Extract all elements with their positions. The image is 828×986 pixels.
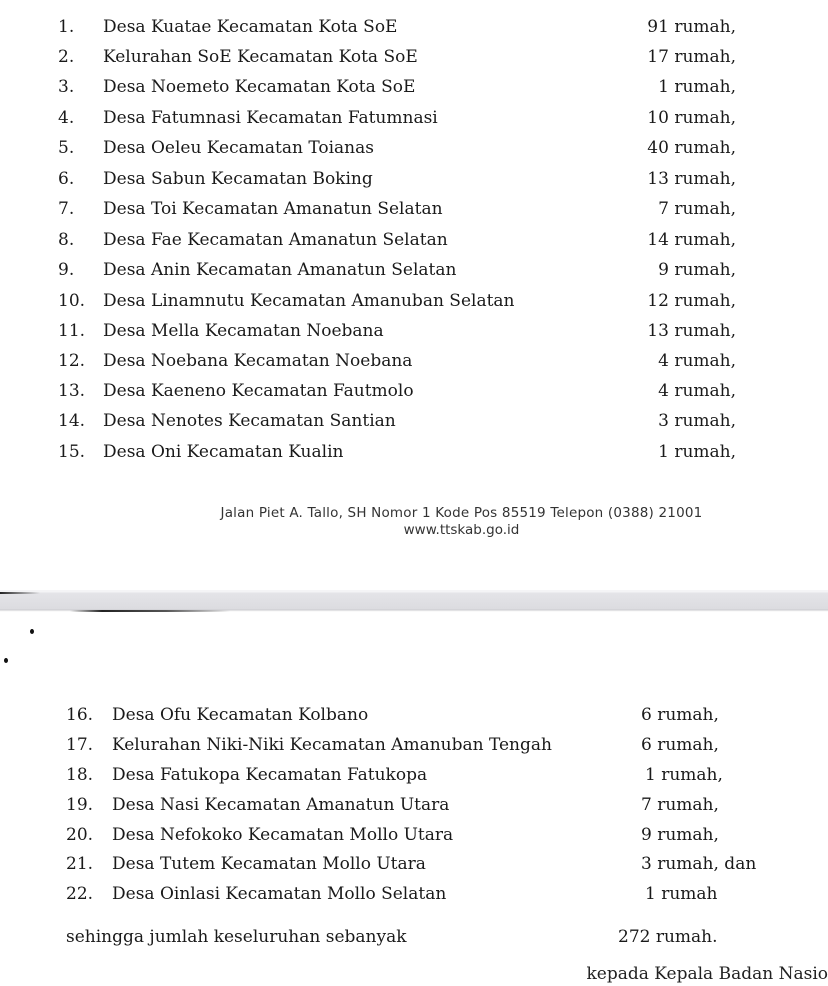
- list-item: [0, 703, 828, 727]
- house-count: 4 rumah,: [658, 351, 736, 371]
- item-number: 21.: [66, 854, 94, 874]
- village-name: Kelurahan Niki-Niki Kecamatan Amanuban Tengah: [112, 735, 552, 755]
- list-item: [0, 793, 828, 817]
- village-name: Desa Nenotes Kecamatan Santian: [103, 411, 396, 431]
- house-count: 1 rumah,: [645, 765, 723, 785]
- village-name: Desa Linamnutu Kecamatan Amanuban Selatan: [103, 291, 515, 311]
- item-number: 3.: [58, 77, 75, 97]
- house-count: 1 rumah,: [658, 442, 736, 462]
- item-number: 16.: [66, 705, 94, 725]
- village-name: Desa Fatukopa Kecamatan Fatukopa: [112, 765, 428, 785]
- list-item: [0, 440, 828, 464]
- list-item: [0, 882, 828, 906]
- village-name: Desa Fae Kecamatan Amanatun Selatan: [103, 230, 448, 250]
- village-name: Desa Oni Kecamatan Kualin: [103, 442, 344, 462]
- item-number: 6.: [58, 169, 75, 189]
- village-name: Desa Kaeneno Kecamatan Fautmolo: [103, 381, 414, 401]
- list-item: [0, 228, 828, 252]
- village-name: Desa Kuatae Kecamatan Kota SoE: [103, 17, 398, 37]
- page-separator: [0, 590, 828, 612]
- village-name: Desa Noebana Kecamatan Noebana: [103, 351, 413, 371]
- village-name: Desa Tutem Kecamatan Mollo Utara: [112, 854, 426, 874]
- village-name: Desa Ofu Kecamatan Kolbano: [112, 705, 369, 725]
- scan-speck: [4, 658, 8, 663]
- list-item: [0, 258, 828, 282]
- list-item: [0, 167, 828, 191]
- item-number: 1.: [58, 17, 75, 37]
- item-number: 22.: [66, 884, 94, 904]
- house-count: 12 rumah,: [647, 291, 736, 311]
- village-name: Desa Oinlasi Kecamatan Mollo Selatan: [112, 884, 447, 904]
- house-count: 3 rumah,: [658, 411, 736, 431]
- house-count: 6 rumah,: [641, 705, 719, 725]
- village-name: Desa Toi Kecamatan Amanatun Selatan: [103, 199, 443, 219]
- total-value: 272 rumah.: [618, 927, 718, 947]
- page-footer: [0, 505, 828, 539]
- village-name: Desa Nasi Kecamatan Amanatun Utara: [112, 795, 450, 815]
- village-name: Desa Nefokoko Kecamatan Mollo Utara: [112, 825, 454, 845]
- house-count: 91 rumah,: [647, 17, 736, 37]
- item-number: 8.: [58, 230, 75, 250]
- item-number: 15.: [58, 442, 86, 462]
- item-number: 11.: [58, 321, 86, 341]
- house-count: 13 rumah,: [647, 169, 736, 189]
- clipped-text-line: [60, 962, 828, 984]
- list-item: [0, 852, 828, 876]
- village-name: Desa Mella Kecamatan Noebana: [103, 321, 384, 341]
- item-number: 12.: [58, 351, 86, 371]
- list-item: [0, 319, 828, 343]
- item-number: 19.: [66, 795, 94, 815]
- list-item: [0, 136, 828, 160]
- list-item: [0, 45, 828, 69]
- house-count: 4 rumah,: [658, 381, 736, 401]
- house-count: 7 rumah,: [641, 795, 719, 815]
- item-number: 10.: [58, 291, 86, 311]
- list-item: [0, 75, 828, 99]
- item-number: 5.: [58, 138, 75, 158]
- item-number: 7.: [58, 199, 75, 219]
- village-name: Desa Fatumnasi Kecamatan Fatumnasi: [103, 108, 438, 128]
- village-name: Desa Noemeto Kecamatan Kota SoE: [103, 77, 416, 97]
- scan-artifact: [70, 610, 230, 612]
- item-number: 17.: [66, 735, 94, 755]
- total-label: sehingga jumlah keseluruhan sebanyak: [66, 927, 407, 947]
- house-count: 10 rumah,: [647, 108, 736, 128]
- house-count: 3 rumah, dan: [641, 854, 757, 874]
- house-count: 9 rumah,: [658, 260, 736, 280]
- village-name: Desa Oeleu Kecamatan Toianas: [103, 138, 374, 158]
- scan-speck: [30, 629, 34, 634]
- house-count: 17 rumah,: [647, 47, 736, 67]
- list-item: [0, 733, 828, 757]
- item-number: 13.: [58, 381, 86, 401]
- item-number: 4.: [58, 108, 75, 128]
- list-item: [0, 379, 828, 403]
- item-number: 9.: [58, 260, 75, 280]
- village-name: Desa Anin Kecamatan Amanatun Selatan: [103, 260, 457, 280]
- clipped-text: kepada Kepala Badan Nasio: [586, 964, 828, 984]
- footer-address: Jalan Piet A. Tallo, SH Nomor 1 Kode Pos 85519 Telepon (0388) 21001: [220, 505, 703, 521]
- village-name: Desa Sabun Kecamatan Boking: [103, 169, 373, 189]
- list-item: [0, 763, 828, 787]
- item-number: 14.: [58, 411, 86, 431]
- house-count: 6 rumah,: [641, 735, 719, 755]
- list-item: [0, 15, 828, 39]
- document-page-2: [0, 612, 828, 971]
- house-count: 9 rumah,: [641, 825, 719, 845]
- item-number: 20.: [66, 825, 94, 845]
- village-name: Kelurahan SoE Kecamatan Kota SoE: [103, 47, 418, 67]
- item-number: 2.: [58, 47, 75, 67]
- scan-artifact: [0, 592, 40, 594]
- house-count: 1 rumah: [645, 884, 718, 904]
- house-count: 14 rumah,: [647, 230, 736, 250]
- house-count: 13 rumah,: [647, 321, 736, 341]
- list-item: [0, 823, 828, 847]
- house-count: 7 rumah,: [658, 199, 736, 219]
- footer-website: www.ttskab.go.id: [403, 522, 520, 538]
- list-item: [0, 197, 828, 221]
- list-item: [0, 106, 828, 130]
- item-number: 18.: [66, 765, 94, 785]
- list-item: [0, 349, 828, 373]
- list-item: [0, 409, 828, 433]
- house-count: 1 rumah,: [658, 77, 736, 97]
- house-count: 40 rumah,: [647, 138, 736, 158]
- list-item: [0, 289, 828, 313]
